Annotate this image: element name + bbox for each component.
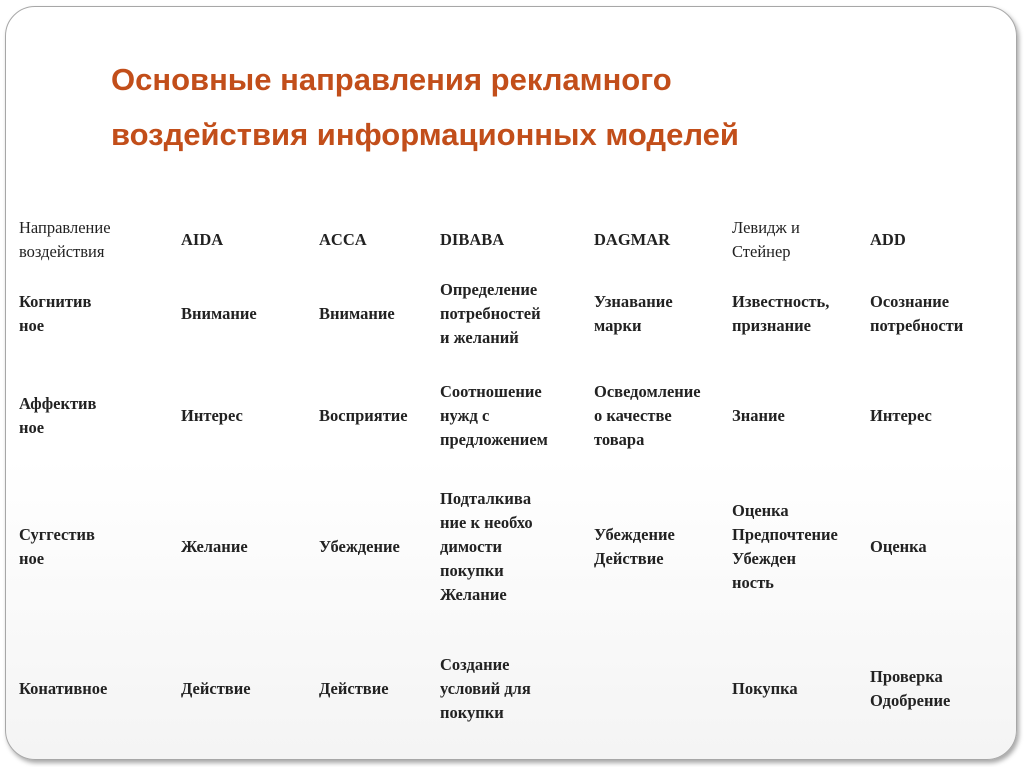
table-cell xyxy=(440,278,590,350)
cell-text: Когнитив xyxy=(19,292,92,311)
cell-text: товара xyxy=(594,430,645,449)
cell-text: нужд с xyxy=(440,406,490,425)
table-cell xyxy=(181,652,311,726)
header-dagmar xyxy=(594,214,729,266)
cell-text: Соотношение xyxy=(440,382,542,401)
table-cell xyxy=(732,380,867,452)
cell-text: о качестве xyxy=(594,406,672,425)
cell-text: условий для xyxy=(440,679,531,698)
table-cell xyxy=(870,485,1010,609)
cell-text: Известность, xyxy=(732,292,830,311)
cell-text: Интерес xyxy=(181,406,243,425)
header-lavidge-line-2: Стейнер xyxy=(732,242,791,261)
cell-text: покупки xyxy=(440,703,504,722)
header-dibaba xyxy=(440,214,590,266)
cell-text: Восприятие xyxy=(319,406,408,425)
cell-text: Проверка xyxy=(870,667,943,686)
row-cognitive-label xyxy=(19,278,169,350)
cell-text: Желание xyxy=(181,537,248,556)
table-cell xyxy=(732,278,867,350)
cell-text: ное xyxy=(19,549,45,568)
cell-text: ность xyxy=(732,573,774,592)
cell-text: Действие xyxy=(594,549,664,568)
cell-text: Оценка xyxy=(732,501,789,520)
cell-text: Узнавание xyxy=(594,292,673,311)
cell-text: Убежден xyxy=(732,549,796,568)
header-aida xyxy=(181,214,311,266)
header-add-label: ADD xyxy=(870,230,906,249)
cell-text: Суггестив xyxy=(19,525,95,544)
table-cell xyxy=(732,652,867,726)
table-cell xyxy=(440,652,590,726)
header-aida-label: AIDA xyxy=(181,230,224,249)
header-direction xyxy=(19,214,169,266)
cell-text: Осознание xyxy=(870,292,950,311)
table-cell xyxy=(870,278,1010,350)
table-cell xyxy=(594,485,729,609)
header-acca-label: ACCA xyxy=(319,230,367,249)
table-cell xyxy=(319,380,434,452)
table-cell xyxy=(181,485,311,609)
title-line-1: Основные направления рекламного xyxy=(111,62,672,97)
row-affective-label xyxy=(19,380,169,452)
header-acca xyxy=(319,214,434,266)
table-cell xyxy=(870,380,1010,452)
table-cell xyxy=(440,380,590,452)
header-dagmar-label: DAGMAR xyxy=(594,230,671,249)
cell-text: Покупка xyxy=(732,679,798,698)
cell-text: Осведомление xyxy=(594,382,701,401)
cell-text: Интерес xyxy=(870,406,932,425)
cell-text: Подталкива xyxy=(440,489,532,508)
header-lavidge-line-1: Левидж и xyxy=(732,218,800,237)
title-line-2: воздействия информационных моделей xyxy=(111,117,739,152)
cell-text: ное xyxy=(19,316,45,335)
header-dibaba-label: DIBABA xyxy=(440,230,505,249)
cell-text: потребности xyxy=(870,316,964,335)
cell-text: покупки xyxy=(440,561,504,580)
cell-text: Действие xyxy=(319,679,389,698)
cell-text: Предпочтение xyxy=(732,525,838,544)
header-lavidge-steiner xyxy=(732,214,867,266)
cell-text: Действие xyxy=(181,679,251,698)
table-cell xyxy=(440,485,590,609)
cell-text: Аффектив xyxy=(19,394,97,413)
table-cell xyxy=(732,485,867,609)
cell-text: ное xyxy=(19,418,45,437)
table-cell-empty xyxy=(594,652,729,726)
cell-text: Внимание xyxy=(319,304,395,323)
slide-title xyxy=(111,52,931,162)
cell-text: Конативное xyxy=(19,679,108,698)
row-conative-label xyxy=(19,652,169,726)
cell-text: марки xyxy=(594,316,642,335)
cell-text: потребностей xyxy=(440,304,541,323)
cell-text: Определение xyxy=(440,280,538,299)
table-cell xyxy=(870,652,1010,726)
cell-text: Внимание xyxy=(181,304,257,323)
table-cell xyxy=(319,652,434,726)
cell-text: ние к необхо xyxy=(440,513,533,532)
cell-text: димости xyxy=(440,537,503,556)
table-cell xyxy=(319,485,434,609)
cell-text: предложением xyxy=(440,430,548,449)
cell-text: Одобрение xyxy=(870,691,951,710)
header-add xyxy=(870,214,1010,266)
table-cell xyxy=(319,278,434,350)
table-cell xyxy=(181,380,311,452)
table-cell xyxy=(181,278,311,350)
cell-text: Желание xyxy=(440,585,507,604)
header-direction-line-2: воздействия xyxy=(19,242,105,261)
cell-text: Знание xyxy=(732,406,785,425)
cell-text: Создание xyxy=(440,655,510,674)
row-suggestive-label xyxy=(19,485,169,609)
cell-text: Убеждение xyxy=(594,525,675,544)
cell-text: Оценка xyxy=(870,537,927,556)
cell-text: Убеждение xyxy=(319,537,400,556)
cell-text: признание xyxy=(732,316,811,335)
header-direction-line-1: Направление xyxy=(19,218,111,237)
table-cell xyxy=(594,380,729,452)
table-cell xyxy=(594,278,729,350)
cell-text: и желаний xyxy=(440,328,519,347)
